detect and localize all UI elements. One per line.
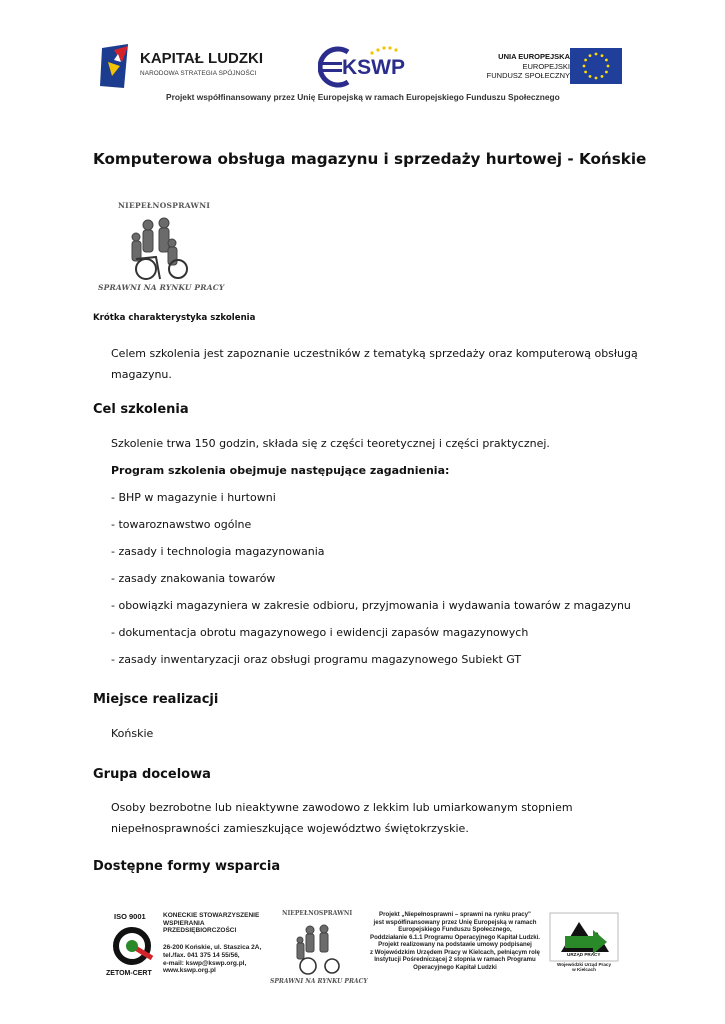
short-description-heading: Krótka charakterystyka szkolenia <box>93 313 256 323</box>
project-note <box>362 911 548 971</box>
project-line: Instytucji Pośredniczącej 2 stopnia w ramach Programu <box>374 956 536 963</box>
address-line: e-mail: kswp@kswp.org.pl, <box>163 959 247 967</box>
ue-line-3: FUNDUSZ SPOŁECZNY <box>486 71 570 80</box>
ue-line-2: EUROPEJSKI <box>522 61 570 71</box>
target-heading: Grupa docelowa <box>93 767 211 782</box>
wup-line: w Kielcach <box>572 967 596 973</box>
eu-flag-icon <box>570 48 622 84</box>
cofinance-note: Projekt współfinansowany przez Unię Europejską w ramach Europejskiego Funduszu Społecznego <box>166 92 560 102</box>
ue-efs-logo <box>486 48 626 88</box>
association-name <box>163 912 259 935</box>
kswp-wordmark: KSWP <box>342 56 405 79</box>
kapital-ludzki-icon <box>98 40 138 92</box>
program-item: - zasady znakowania towarów <box>111 572 276 585</box>
ue-line-1: UNIA EUROPEJSKA <box>498 52 570 61</box>
footer-illustration <box>270 910 368 988</box>
zetom-label: ZETOM-CERT <box>106 970 152 977</box>
illustration-bottom-text: SPRAWNI NA RYNKU PRACY <box>98 283 225 292</box>
program-item: - BHP w magazynie i hurtowni <box>111 491 276 504</box>
program-item: - zasady inwentaryzacji oraz obsługi programu magazynowego Subiekt GT <box>111 653 522 666</box>
association-address <box>163 944 261 975</box>
iso-label: ISO 9001 <box>114 912 146 921</box>
project-line: Poddziałanie 6.1.1 Programu Operacyjnego Kapitał Ludzki. <box>370 933 540 941</box>
footer-illustration-top: NIEPEŁNOSPRAWNI <box>282 910 353 917</box>
footer-people-icon <box>270 910 365 988</box>
iso-certificate-logo <box>106 912 162 980</box>
program-item: - dokumentacja obrotu magazynowego i ewidencji zapasów magazynowych <box>111 626 529 639</box>
target-text: Osoby bezrobotne lub nieaktywne zawodowo z lekkim lub umiarkowanym stopniem niepełnosprawności zamieszkujące województwo świętokrzyskie. <box>111 801 573 835</box>
goal-heading: Cel szkolenia <box>93 402 189 417</box>
niepelnosprawni-illustration <box>96 199 226 295</box>
zetom-cert-icon <box>106 922 162 972</box>
association-line: KONECKIE STOWARZYSZENIE <box>163 912 260 919</box>
wup-line: Wojewódzki Urząd Pracy <box>556 962 612 967</box>
address-line: tel./fax. 041 375 14 55/56, <box>163 951 240 959</box>
association-line: WSPIERANIA <box>163 919 205 927</box>
people-illustration-icon <box>96 199 226 295</box>
project-line: Europejskiego Funduszu Społecznego, <box>398 926 512 933</box>
ue-efs-text <box>487 52 570 81</box>
program-item: - zasady i technologia magazynowania <box>111 545 325 558</box>
program-item: - obowiązki magazyniera w zakresie odbioru, przyjmowania i wydawania towarów z magazynu <box>111 599 631 612</box>
association-line: PRZEDSIĘBIORCZOŚCI <box>163 927 237 935</box>
wup-name <box>544 962 624 973</box>
kapital-ludzki-logo <box>98 40 278 92</box>
footer-illustration-bottom: SPRAWNI NA RYNKU PRACY <box>270 978 368 985</box>
project-line: Operacyjnego Kapitał Ludzki <box>413 963 497 971</box>
project-line: Projekt „Niepełnosprawni – sprawni na rynku pracy" <box>379 911 531 918</box>
page-title: Komputerowa obsługa magazynu i sprzedaży hurtowej - Końskie <box>93 150 647 168</box>
illustration-top-text: NIEPEŁNOSPRAWNI <box>118 201 211 210</box>
kswp-logo <box>318 44 414 90</box>
project-line: Projekt realizowany na podstawie umowy podpisanej <box>378 941 532 948</box>
kapital-ludzki-subtitle: NARODOWA STRATEGIA SPÓJNOŚCI <box>140 70 257 77</box>
place-heading: Miejsce realizacji <box>93 692 219 707</box>
place-text: Końskie <box>111 727 154 740</box>
project-line: z Wojewódzkim Urzędem Pracy w Kielcach, pełniącym rolę <box>370 948 540 956</box>
project-line: jest współfinansowany przez Unię Europejską w ramach <box>373 918 537 926</box>
wup-badge-text: URZĄD PRACY <box>567 952 601 957</box>
goal-duration: Szkolenie trwa 150 godzin, składa się z części teoretycznej i części praktycznej. <box>111 437 550 450</box>
short-description-text: Celem szkolenia jest zapoznanie uczestników z tematyką sprzedaży oraz komputerową obsługą magazynu. <box>111 347 638 381</box>
address-line: 26-200 Końskie, ul. Staszica 2A, <box>163 944 262 951</box>
program-item: - towaroznawstwo ogólne <box>111 518 252 531</box>
kapital-ludzki-title: KAPITAŁ LUDZKI <box>140 50 264 67</box>
support-heading: Dostępne formy wsparcia <box>93 859 281 874</box>
address-line: www.kswp.org.pl <box>163 967 216 975</box>
program-heading: Program szkolenia obejmuje następujące zagadnienia: <box>111 464 450 477</box>
